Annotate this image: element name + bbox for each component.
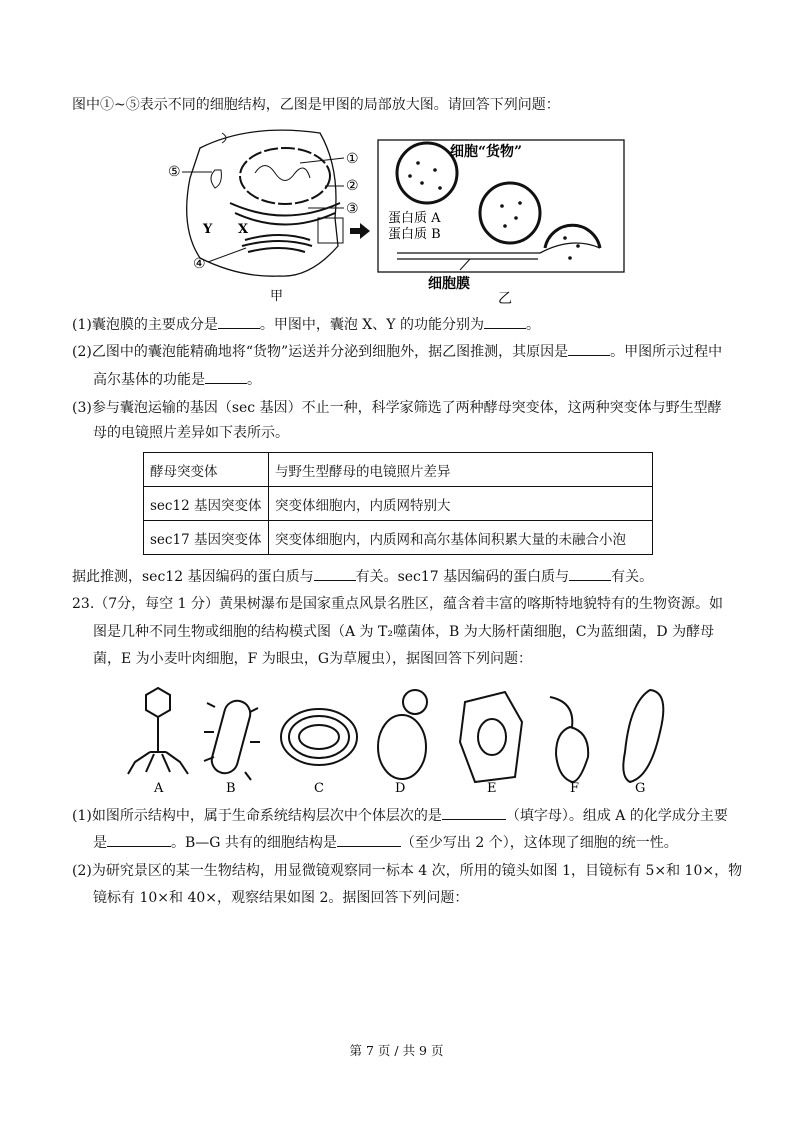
- part-1: (1)如图所示结构中，属于生命系统结构层次中个体层次的是 （填字母）。组成 A 的化学成分主要: [72, 808, 728, 824]
- table-header-row: [144, 453, 653, 487]
- nucleus: [240, 148, 330, 204]
- question-4: 据此推测，sec12 基因编码的蛋白质与 有关。sec17 基因编码的蛋白质与 有关。: [72, 569, 654, 585]
- label-x: X: [238, 222, 249, 237]
- euglena-f: [550, 697, 588, 782]
- table-cell: 突变体细胞内，内质网和高尔基体间积累大量的未融合小泡: [269, 521, 653, 555]
- answer-blank[interactable]: [218, 316, 260, 329]
- answer-blank[interactable]: [442, 807, 506, 820]
- answer-blank[interactable]: [337, 834, 401, 847]
- table-cell: sec12 基因突变体: [144, 487, 269, 521]
- label-4: ④: [193, 256, 206, 272]
- cell-outline-jia: [187, 130, 338, 276]
- answer-blank[interactable]: [569, 568, 611, 581]
- label-3: ③: [346, 201, 359, 217]
- plant-cell-e: [460, 692, 522, 782]
- table-header: 与野生型酵母的电镜照片差异: [269, 453, 653, 487]
- question-23-l1: 23.（7分，每空 1 分）黄果树瀑布是国家重点风景名胜区，蕴含着丰富的喀斯特地貌特有的生物资源。如: [72, 596, 723, 612]
- answer-blank[interactable]: [568, 343, 610, 356]
- question-3: (3)参与囊泡运输的基因（sec 基因）不止一种，科学家筛选了两种酵母突变体，这两种突变体与野生型酵: [72, 400, 722, 416]
- label-1: ①: [346, 151, 359, 167]
- table-cell: 突变体细胞内，内质网特别大: [269, 487, 653, 521]
- label-5: ⑤: [168, 164, 181, 180]
- answer-blank[interactable]: [107, 834, 171, 847]
- part-2-cont: 镜标有 10×和 40×，观察结果如图 2。据图回答下列问题：: [93, 890, 469, 906]
- question-3-cont: 母的电镜照片差异如下表所示。: [93, 425, 289, 441]
- question-1: (1)囊泡膜的主要成分是 。甲图中，囊泡 X、Y 的功能分别为 。: [72, 317, 540, 333]
- question-2: (2)乙图中的囊泡能精确地将“货物”运送并分泌到细胞外，据乙图推测，其原因是 。甲图所示过程中: [72, 344, 723, 360]
- answer-blank[interactable]: [205, 371, 247, 384]
- yeast-d: [378, 690, 427, 779]
- golgi: [242, 235, 312, 252]
- cyanobacterium-c: [281, 709, 357, 765]
- caption-jia: 甲: [270, 289, 284, 304]
- label-cargo: 细胞“货物”: [450, 144, 523, 160]
- bacterium-b: [204, 698, 260, 780]
- caption-yi: 乙: [498, 291, 512, 307]
- part-2: (2)为研究景区的某一生物结构，用显微镜观察同一标本 4 次，所用的镜头如图 1，目镜标有 5×和 10×，物: [72, 863, 743, 879]
- label-f: F: [570, 781, 580, 796]
- answer-blank[interactable]: [484, 316, 526, 329]
- vesicle-1: [397, 143, 457, 203]
- intro-text: 图中①~⑤表示不同的细胞结构，乙图是甲图的局部放大图。请回答下列问题：: [72, 97, 560, 113]
- label-2: ②: [346, 178, 359, 194]
- arrow-right-icon: [350, 223, 370, 239]
- label-protein-b: 蛋白质 B: [388, 227, 441, 242]
- page-footer: 第 7 页 / 共 9 页: [349, 1043, 444, 1058]
- zoom-box: [318, 218, 343, 243]
- answer-blank[interactable]: [314, 568, 356, 581]
- label-a: A: [154, 781, 164, 796]
- figure-organisms: [110, 682, 690, 800]
- table-row: [144, 521, 653, 555]
- question-2-cont: 高尔基体的功能是 。: [93, 372, 261, 388]
- label-protein-a: 蛋白质 A: [388, 211, 441, 226]
- vesicle-2: [480, 183, 540, 243]
- label-c: C: [314, 781, 324, 796]
- question-23-l3: 菌，E 为小麦叶肉细胞，F 为眼虫，G为草履虫），据图回答下列问题：: [93, 651, 533, 667]
- label-y: Y: [203, 222, 213, 237]
- label-g: G: [635, 781, 646, 796]
- table-cell: sec17 基因突变体: [144, 521, 269, 555]
- label-d: D: [395, 781, 406, 796]
- table-row: [144, 487, 653, 521]
- mutant-table: [143, 452, 653, 555]
- table-header: 酵母突变体: [144, 453, 269, 487]
- question-23-l2: 图是几种不同生物或细胞的结构模式图（A 为 T₂噬菌体，B 为大肠杆菌细胞，C为蓝细菌，D 为酵母: [93, 624, 715, 640]
- label-b: B: [226, 781, 236, 796]
- phage-a: [128, 688, 188, 774]
- label-e: E: [487, 781, 497, 796]
- paramecium-g: [623, 690, 663, 782]
- figure-cell-vesicle-transport: [160, 128, 640, 308]
- label-membrane: 细胞膜: [428, 276, 470, 292]
- part-1-cont: 是 。B—G 共有的细胞结构是 （至少写出 2 个），这体现了细胞的统一性。: [93, 835, 678, 851]
